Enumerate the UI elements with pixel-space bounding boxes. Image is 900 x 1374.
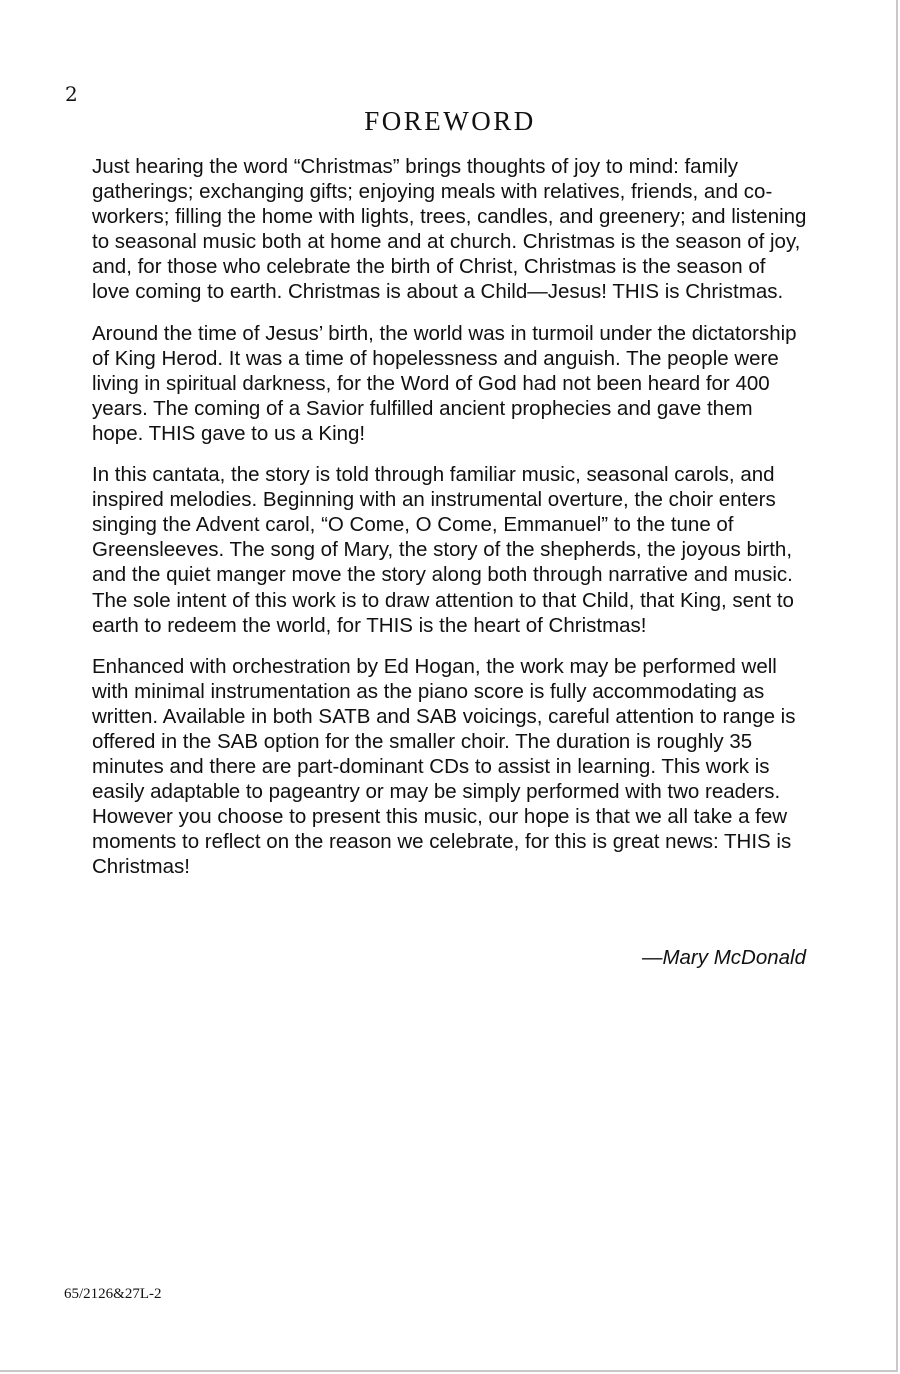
foreword-paragraph: Just hearing the word “Christmas” brings thoughts of joy to mind: family gatherings; exchanging gifts; enjoying meals with relatives, friends, and co-workers; filling the home with lights, trees, candles, and greenery; and listening to seasonal music both at home and at church. Christmas is the season of joy, and, for those who celebrate the birth of Christ, Christmas is the season of love coming to earth. Christmas is about a Child—Jesus! THIS is Christmas.	[92, 155, 807, 304]
page-number: 2	[65, 82, 78, 106]
foreword-body	[92, 154, 808, 896]
foreword-paragraph: In this cantata, the story is told through familiar music, seasonal carols, and inspired melodies. Beginning with an instrumental overture, the choir enters singing the Advent carol, “O Come, O Come, Emmanuel” to the tune of Greensleeves. The song of Mary, the story of the shepherds, the joyous birth, and the quiet manger move the story along both through narrative and music. The sole intent of this work is to draw attention to that Child, that King, sent to earth to redeem the world, for THIS is the heart of Christmas!	[92, 463, 794, 637]
author-signature: —Mary McDonald	[641, 946, 806, 969]
foreword-paragraph: Around the time of Jesus’ birth, the world was in turmoil under the dictatorship of King Herod. It was a time of hopelessness and anguish. The people were living in spiritual darkness, for the Word of God had not been heard for 400 years. The coming of a Savior fulfilled ancient prophecies and gave them hope. THIS gave to us a King!	[92, 321, 797, 445]
foreword-paragraph: Enhanced with orchestration by Ed Hogan, the work may be performed well with minimal instrumentation as the piano score is fully accommodating as written. Available in both SATB and SAB voicings, careful attention to range is offered in the SAB option for the smaller choir. The duration is roughly 35 minutes and there are part-dominant CDs to assist in learning. This work is easily adaptable to pageantry or may be simply performed with two readers. However you choose to present this music, our hope is that we all take a few moments to reflect on the reason we celebrate, for this is great news: THIS is Christmas!	[92, 654, 796, 879]
catalog-code: 65/2126&27L-2	[64, 1286, 162, 1302]
page-title: FOREWORD	[364, 106, 536, 136]
